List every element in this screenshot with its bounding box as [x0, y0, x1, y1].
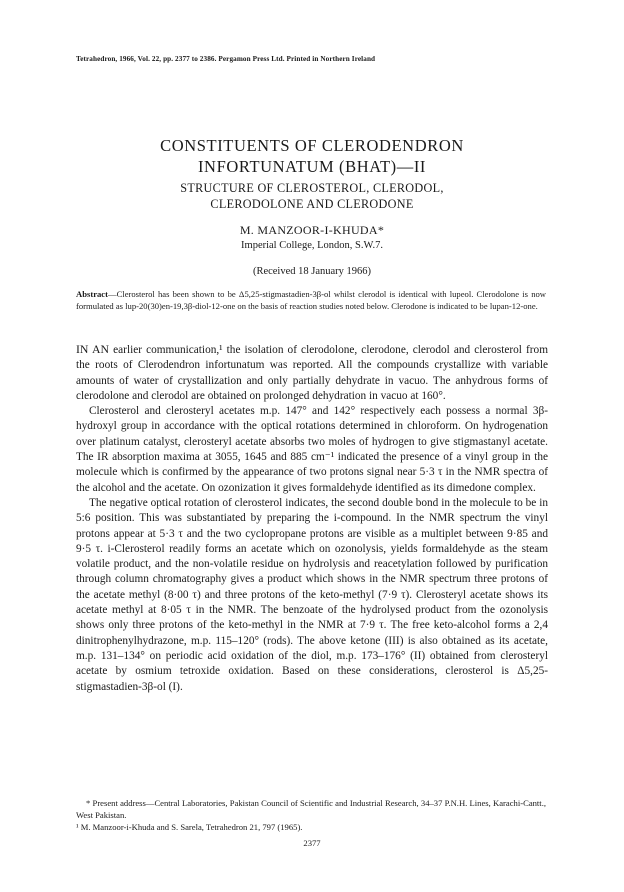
journal-header: Tetrahedron, 1966, Vol. 22, pp. 2377 to 2386. Pergamon Press Ltd. Printed in Northern Ireland [76, 55, 376, 63]
paragraph-3: The negative optical rotation of clerosterol indicates, the second double bond in the molecule to be in 5:6 position. This was substantiated by preparing the i-compound. In the NMR spectrum the vinyl protons appear at 5·3 τ and the two cyclopropane protons are visible as a multiplet between 9·85 and 9·5 τ. i-Clerosterol readily forms an acetate which on ozonolysis, yields formaldehyde as the steam volatile product, and the non-volatile residue on hydrolysis and reacetylation followed by purification through column chromatography gives a product which shows in the NMR spectrum three protons of the acetate methyl (8·00 τ) and three protons of the keto-methyl (7·9 τ). Clerosteryl acetate shows its acetate methyl at 8·05 τ in the NMR. The benzoate of the hydrolysed product from the ozonolysis shows only three protons of the keto-methyl in the NMR at 7·9 τ. The free keto-alcohol forms a 2,4 dinitrophenylhydrazone, m.p. 115–120° (rods). The above ketone (III) is also obtained as its acetate, m.p. 131–134° on periodic acid oxidation of the diol, m.p. 173–176° (II) obtained from clerosteryl acetate by osmium tetroxide oxidation. Based on these considerations, clerosterol is Δ5,25-stigmastadien-3β-ol (I). [76, 496, 548, 693]
page-number: 2377 [303, 838, 321, 848]
footnotes [76, 797, 546, 833]
body-text [76, 342, 548, 695]
paragraph-1-text: earlier communication,¹ the isolation of clerodolone, clerodone, clerodol and clerosterol from the roots of Clerodendron infortunatum was reported. All the compounds crystallize with variable amounts of water of crystallization and only partially dehydrate in vacuo. The anhydrous forms of clerodolone and clerodol are obtained on prolonged dehydration in vacuo at 160°. [76, 344, 548, 402]
subtitle-line-2: CLERODOLONE AND CLERODONE [210, 197, 414, 211]
paragraph-1-lead: IN AN [76, 342, 110, 356]
paragraph-1 [76, 342, 548, 404]
title-line-1: CONSTITUENTS OF CLERODENDRON [160, 136, 464, 155]
abstract-text: —Clerosterol has been shown to be Δ5,25-stigmastadien-3β-ol whilst clerodol is identical with lupeol. Clerodolone is now formulated as lup-20(30)en-19,3β-diol-12-one on the basis of reaction studies noted below. Clerodone is indicated to be lupan-12-one. [76, 289, 546, 312]
received-date: (Received 18 January 1966) [252, 266, 372, 277]
title-line-2: INFORTUNATUM (BHAT)—II [197, 157, 427, 176]
abstract-label: Abstract [76, 289, 108, 299]
subtitle-line-1: STRUCTURE OF CLEROSTEROL, CLERODOL, [180, 181, 444, 195]
footnote-address: * Present address—Central Laboratories, Pakistan Council of Scientific and Industrial Research, 34–37 P.N.H. Lines, Karachi-Cantt., West Pakistan. [76, 798, 546, 820]
abstract [76, 288, 546, 313]
paragraph-2: Clerosterol and clerosteryl acetates m.p. 147° and 142° respectively each possess a normal 3β-hydroxyl group in accordance with the optical rotations determined in chloroform. On hydrogenation over platinum catalyst, clerosteryl acetate absorbs two moles of hydrogen to give stigmastanyl acetate. The IR absorption maxima at 3055, 1645 and 885 cm⁻¹ indicated the presence of a vinyl group in the molecule which is confirmed by the appearance of two protons signal near 5·3 τ in the NMR spectra of the alcohol and the acetate. On ozonization it gives formaldehyde identified as its dimedone complex. [76, 405, 548, 494]
affiliation: Imperial College, London, S.W.7. [241, 240, 383, 251]
author: M. MANZOOR-I-KHUDA* [239, 223, 385, 237]
footnote-reference: ¹ M. Manzoor-i-Khuda and S. Sarela, Tetrahedron 21, 797 (1965). [76, 822, 303, 832]
